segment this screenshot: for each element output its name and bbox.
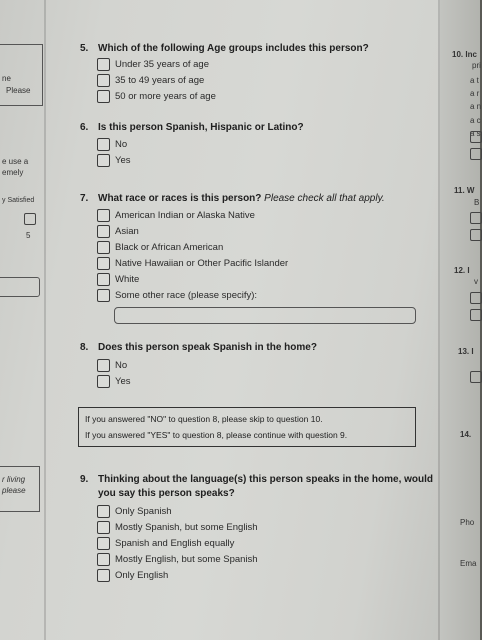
question-6 [80, 122, 304, 168]
question-5 [80, 43, 369, 104]
question-text: Is this person Spanish, Hispanic or Latino? [98, 122, 304, 133]
right-fragment-text: a n [470, 102, 482, 111]
checkbox[interactable] [97, 138, 110, 151]
option-label: No [115, 138, 128, 150]
right-fragment-text: B [474, 198, 480, 207]
right-fragment-text: Ema [460, 559, 477, 568]
right-fragment-text: a r [470, 89, 480, 98]
left-fragment-text: please [2, 486, 26, 495]
right-checkbox[interactable] [470, 371, 482, 383]
option-asian[interactable] [97, 223, 416, 239]
left-fragment-text: Please [6, 86, 31, 95]
left-fragment-text: 5 [26, 231, 31, 240]
checkbox[interactable] [97, 209, 110, 222]
question-text: Which of the following Age groups includes this person? [98, 43, 369, 54]
right-fragment-text: 12. I [454, 266, 470, 275]
option-equal[interactable] [97, 535, 433, 551]
checkbox[interactable] [97, 257, 110, 270]
option-yes[interactable] [97, 152, 304, 168]
left-fragment-text: emely [2, 168, 24, 177]
question-text: What race or races is this person? [98, 193, 262, 204]
question-5-title [80, 43, 369, 54]
other-race-specify-input[interactable] [114, 307, 416, 324]
left-fragment-text: r living [2, 475, 26, 484]
option-label: Yes [115, 154, 131, 166]
checkbox[interactable] [97, 273, 110, 286]
option-mostly-english[interactable] [97, 551, 433, 567]
option-label: Yes [115, 375, 131, 387]
option-black[interactable] [97, 239, 416, 255]
checkbox[interactable] [97, 58, 110, 71]
question-text-continued: you say this person speaks? [98, 488, 235, 499]
option-35-to-49[interactable] [97, 72, 369, 88]
skip-instruction-no: If you answered "NO" to question 8, please skip to question 10. [85, 414, 323, 424]
right-fragment-text: v [474, 277, 478, 286]
option-label: Mostly English, but some Spanish [115, 553, 258, 565]
option-label: Only Spanish [115, 505, 172, 517]
question-7-title [80, 193, 416, 204]
checkbox[interactable] [97, 289, 110, 302]
right-fragment-text: 10. Inc [452, 50, 477, 59]
option-50-or-more[interactable] [97, 88, 369, 104]
right-checkbox[interactable] [470, 131, 482, 143]
right-checkbox[interactable] [470, 292, 482, 304]
option-label: Mostly Spanish, but some English [115, 521, 258, 533]
left-fragment-text: ne [2, 74, 11, 83]
question-instruction: Please check all that apply. [264, 193, 385, 204]
left-panel [0, 0, 44, 640]
left-input-box[interactable] [0, 277, 40, 297]
checkbox[interactable] [97, 225, 110, 238]
option-label: 50 or more years of age [115, 90, 216, 102]
right-fragment-text: a c [470, 116, 481, 125]
option-label: Black or African American [115, 241, 224, 253]
question-number: 5. [80, 43, 89, 54]
option-label: Only English [115, 569, 169, 581]
question-9 [80, 474, 433, 583]
skip-instruction-yes: If you answered "YES" to question 8, please continue with question 9. [85, 430, 348, 440]
left-checkbox[interactable] [24, 213, 36, 225]
right-checkbox[interactable] [470, 229, 482, 241]
question-number: 6. [80, 122, 89, 133]
right-checkbox[interactable] [470, 309, 482, 321]
checkbox[interactable] [97, 154, 110, 167]
left-fold-line [44, 0, 46, 640]
right-panel [440, 0, 480, 640]
right-fragment-text: a s [470, 129, 481, 138]
left-fragment-text: y Satisfied [2, 197, 35, 204]
option-label: Spanish and English equally [115, 537, 235, 549]
skip-instruction-box [78, 407, 416, 447]
checkbox[interactable] [97, 90, 110, 103]
option-no[interactable] [97, 136, 304, 152]
option-yes[interactable] [97, 373, 317, 389]
question-number: 7. [80, 193, 89, 204]
left-fragment-text: e use a [2, 157, 29, 166]
right-fragment-text: a t [470, 76, 479, 85]
question-8 [80, 342, 317, 389]
option-other-race[interactable] [97, 287, 416, 303]
option-american-indian[interactable] [97, 207, 416, 223]
right-checkbox[interactable] [470, 212, 482, 224]
option-native-hawaiian[interactable] [97, 255, 416, 271]
question-text: Does this person speak Spanish in the home? [98, 342, 317, 353]
checkbox[interactable] [97, 537, 110, 550]
option-label: No [115, 359, 128, 371]
question-text: Thinking about the language(s) this person speaks in the home, would [98, 474, 434, 485]
option-label: 35 to 49 years of age [115, 74, 205, 86]
right-fragment-text: 13. I [458, 347, 474, 356]
option-no[interactable] [97, 357, 317, 373]
option-label: Native Hawaiian or Other Pacific Islander [115, 257, 289, 269]
checkbox[interactable] [97, 505, 110, 518]
question-6-title [80, 122, 304, 133]
question-number: 8. [80, 342, 89, 353]
checkbox[interactable] [97, 553, 110, 566]
option-label: Asian [115, 225, 139, 237]
right-fragment-text: 14. [460, 430, 472, 439]
checkbox[interactable] [97, 375, 110, 388]
option-label: White [115, 273, 140, 285]
right-fragment-text: 11. W [454, 186, 475, 195]
question-number: 9. [80, 474, 89, 485]
checkbox[interactable] [97, 521, 110, 534]
question-9-title [80, 474, 433, 485]
option-only-english[interactable] [97, 567, 433, 583]
checkbox[interactable] [97, 74, 110, 87]
option-label: American Indian or Alaska Native [115, 209, 255, 221]
checkbox[interactable] [97, 359, 110, 372]
option-label: Under 35 years of age [115, 58, 210, 70]
option-white[interactable] [97, 271, 416, 287]
option-mostly-spanish[interactable] [97, 519, 433, 535]
option-under-35[interactable] [97, 56, 369, 72]
right-fragment-text: Pho [460, 518, 475, 527]
right-fragment-text: pri [472, 61, 481, 70]
checkbox[interactable] [97, 569, 110, 582]
option-label: Some other race (please specify): [115, 289, 258, 301]
checkbox[interactable] [97, 241, 110, 254]
option-only-spanish[interactable] [97, 503, 433, 519]
question-8-title [80, 342, 317, 353]
question-7 [80, 193, 416, 324]
right-checkbox[interactable] [470, 148, 482, 160]
